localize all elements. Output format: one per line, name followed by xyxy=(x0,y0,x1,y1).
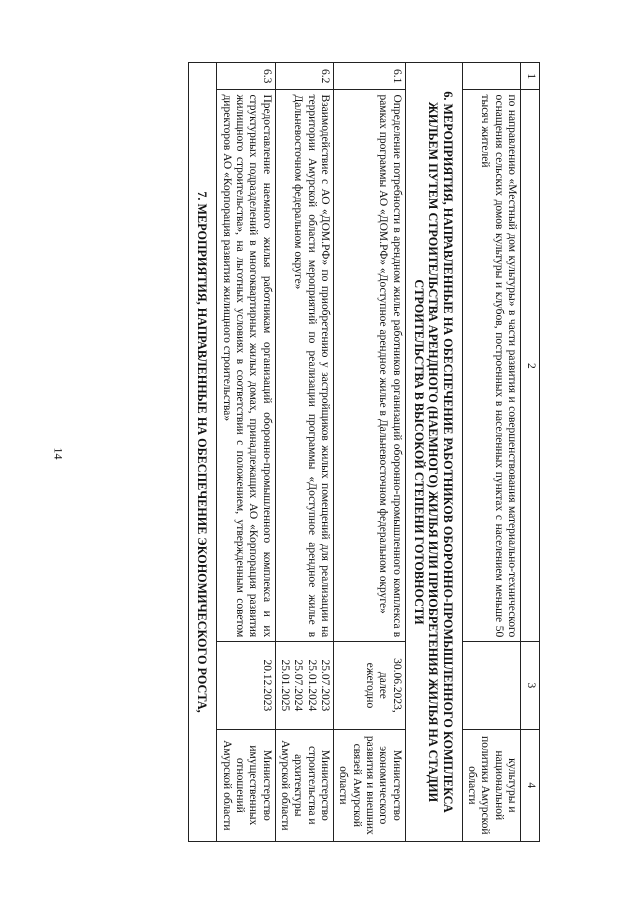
header-col-2: 2 xyxy=(521,90,540,642)
row-number xyxy=(462,63,520,90)
row-date-line: далее xyxy=(377,671,390,699)
row-number: 6.2 xyxy=(275,63,333,90)
header-col-3: 3 xyxy=(521,642,540,729)
row-description: Определение потребности в арендном жилье работников организаций оборонно-промышленного комплекса в рамках программы АО «ДОМ.РФ» «Доступное арендное жилье в Дальневосточном федеральном округе» xyxy=(333,90,405,642)
table-row xyxy=(333,63,405,842)
row-executor: культуры и национальной политики Амурской области xyxy=(462,729,520,841)
page-number: 14 xyxy=(51,447,66,460)
row-dates xyxy=(275,642,333,729)
section-6-row xyxy=(405,63,462,842)
table-row-continuation xyxy=(462,63,520,842)
table-row xyxy=(275,63,333,842)
row-date-line: 25.01.2025 xyxy=(278,659,291,712)
row-dates xyxy=(217,642,275,729)
table-header-row xyxy=(521,63,540,842)
rotated-landscape-page xyxy=(110,62,540,842)
header-col-4: 4 xyxy=(521,729,540,841)
row-executor: Министерство экономического развития и внешних связей Амурской области xyxy=(333,729,405,841)
row-description: Предоставление наемного жилья работникам организаций оборонно-промышленного комплекса и их структурных подразделений в многоквартирных жилых домах, принадлежащих АО «Корпорация развития жилищного строительства», на льготных условиях в соответствии с положением, утвержденным советом директоров АО «Корпорация развития жилищного строительства» xyxy=(217,90,275,642)
row-number: 6.3 xyxy=(217,63,275,90)
row-date-line: 25.07.2023 xyxy=(318,659,331,712)
row-description: Взаимодействие с АО «ДОМ.РФ» по приобретению у застройщиков жилых помещений для реализации на территории Амурской области мероприятий по реализации программы «Доступное арендное жилье в Дальневосточном федеральном округе» xyxy=(275,90,333,642)
section-7-title: 7. МЕРОПРИЯТИЯ, НАПРАВЛЕННЫЕ НА ОБЕСПЕЧЕНИЕ ЭКОНОМИЧЕСКОГО РОСТА, xyxy=(188,63,216,842)
row-description: по направлению «Местный дом культуры» в части развития и совершенствования материально-технического оснащения сельских домов культуры и клубов, построенных в населенных пунктах с населением меньше 50 тысяч жителей xyxy=(462,90,520,642)
section-7-row xyxy=(188,63,216,842)
measures-table xyxy=(188,62,540,842)
row-date-line: 25.07.2024 xyxy=(292,659,305,712)
row-number: 6.1 xyxy=(333,63,405,90)
row-date-line: 20.12.2023 xyxy=(260,659,273,712)
row-date-line: ежегодно xyxy=(363,662,376,709)
header-col-1: 1 xyxy=(521,63,540,90)
row-date xyxy=(462,642,520,729)
row-dates xyxy=(333,642,405,729)
section-6-title: 6. МЕРОПРИЯТИЯ, НАПРАВЛЕННЫЕ НА ОБЕСПЕЧЕНИЕ РАБОТНИКОВ ОБОРОННО-ПРОМЫШЛЕННОГО КОМПЛЕКСА ЖИЛЬЕМ ПУТЕМ СТРОИТЕЛЬСТВА АРЕНДНОГО (НАЕМНОГО) ЖИЛЬЯ ИЛИ ПРИОБРЕТЕНИЯ ЖИЛЬЯ НА СТАДИИ СТРОИТЕЛЬСТВА В ВЫСОКОЙ СТЕПЕНИ ГОТОВНОСТИ xyxy=(405,63,462,842)
table-row xyxy=(217,63,275,842)
row-date-line: 30.06.2023, xyxy=(390,658,403,713)
row-date-line: 25.01.2024 xyxy=(305,659,318,712)
row-executor: Министерство строительства и архитектуры Амурской области xyxy=(275,729,333,841)
row-executor: Министерство имущественных отношений Амурской области xyxy=(217,729,275,841)
